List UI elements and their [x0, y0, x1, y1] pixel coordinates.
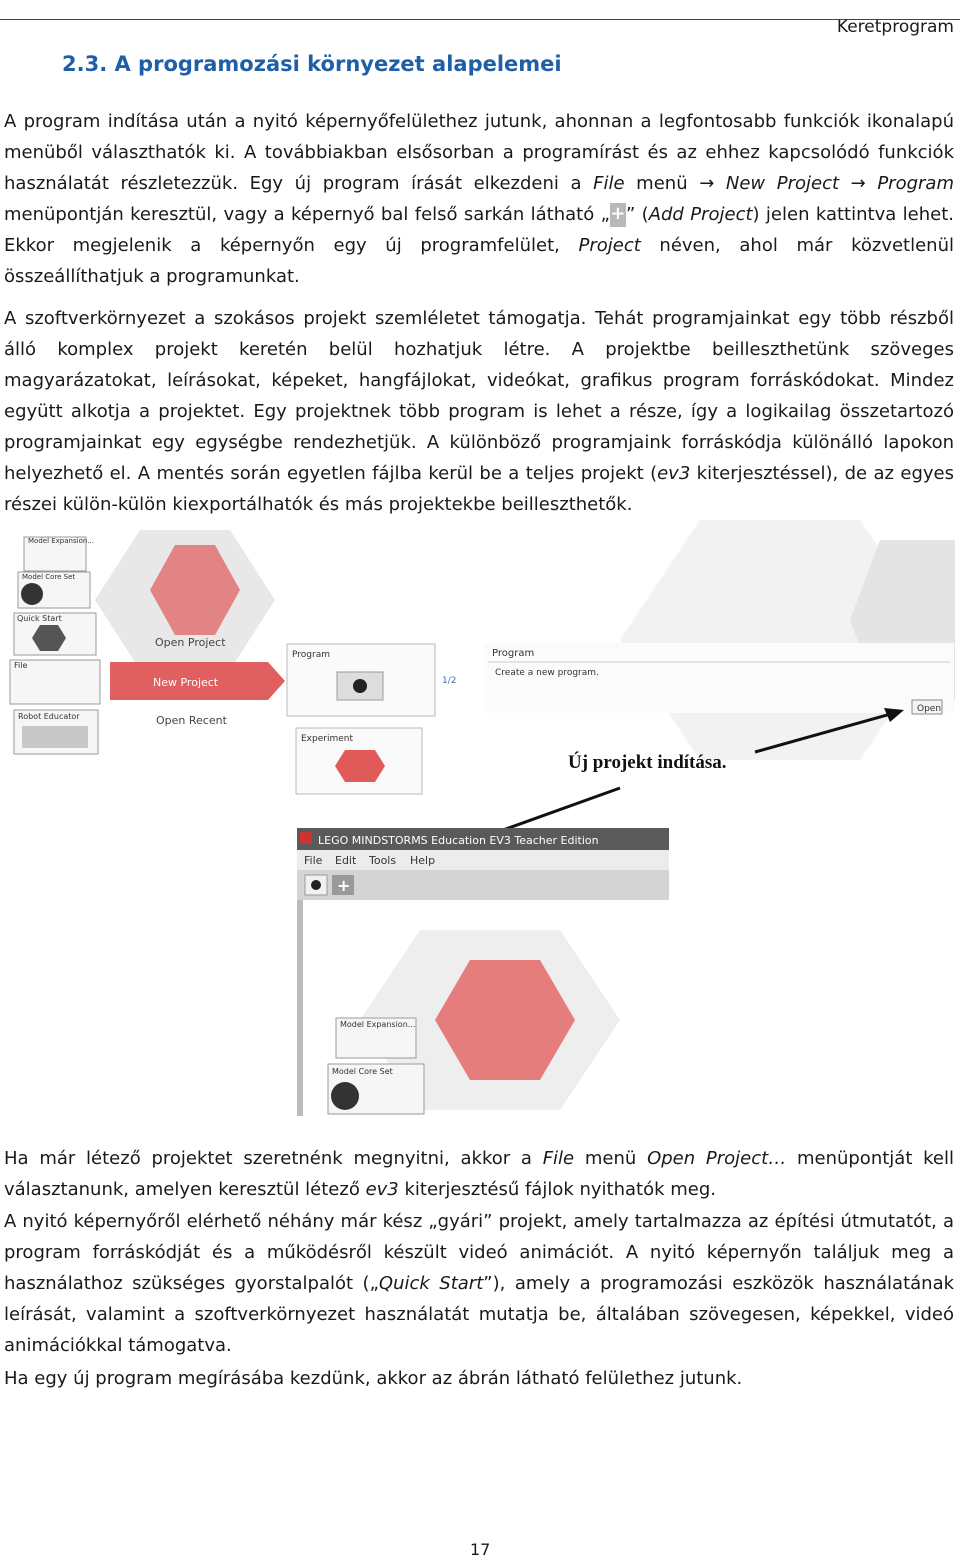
- arrowhead-icon: [884, 708, 904, 722]
- menu-open-recent[interactable]: Open Recent: [156, 714, 227, 727]
- pager[interactable]: 1/2: [442, 676, 457, 686]
- gear-icon: [331, 1082, 359, 1110]
- paragraph-5: Ha egy új program megírásába kezdünk, akkor az ábrán látható felülethez jutunk.: [4, 1368, 743, 1389]
- program-tile-label: Program: [292, 650, 330, 660]
- menu-help[interactable]: Help: [410, 854, 436, 867]
- tile-label: Robot Educator: [18, 712, 80, 721]
- header-rule: [0, 17, 960, 37]
- open-button-label: Open: [917, 704, 942, 714]
- tile-label: Model Expansion...: [340, 1020, 416, 1029]
- tile-label: Quick Start: [17, 614, 62, 623]
- robot-icon: [22, 726, 88, 748]
- page-number: 17: [470, 1540, 491, 1559]
- brick-button-icon: [353, 679, 367, 693]
- menu-edit[interactable]: Edit: [335, 854, 357, 867]
- tile-label: Model Expansion...: [28, 537, 94, 545]
- gear-icon: [21, 583, 43, 605]
- experiment-tile-label: Experiment: [301, 734, 354, 744]
- menu-file[interactable]: File: [304, 854, 323, 867]
- figure-caption: Új projekt indítása.: [568, 752, 727, 773]
- tile-label: Model Core Set: [332, 1067, 393, 1076]
- screenshot-figure: [0, 520, 960, 1120]
- section-title: 2.3. A programozási környezet alapelemei: [62, 52, 562, 76]
- experiment-icon: [335, 750, 385, 782]
- paragraph-3: Ha már létező projektet szeretnénk megnyitni, akkor a File menü Open Project… menüpontját kell választanunk, amelyen keresztül létező ev3 kiterjesztésű fájlok nyithatók meg.: [4, 1148, 954, 1200]
- window-title: LEGO MINDSTORMS Education EV3 Teacher Edition: [318, 834, 599, 847]
- paragraph-2: A szoftverkörnyezet a szokásos projekt szemléletet támogatja. Tehát programjainkat egy több részből álló komplex projekt keretén belül hozhatjuk létre. A projektbe beilleszthetünk szöveges magyarázatokat, leírásokat, képeket, hangfájlokat, videókat, grafikus program forráskódokat. Mindez együtt alkotja a projektet. Egy projektnek több program is lehet a része, így a logikailag összetartozó programjainkat egy egységbe rendezhetjük. A különböző programjaink forráskódja különálló lapokon helyezhető el. A mentés során egyetlen fájlba kerül be a teljes projekt (ev3 kiterjesztéssel), de az egyes részei külön-külön kiexportálhatók és más projektekbe beilleszthetők.: [4, 308, 954, 515]
- app-logo-icon: [300, 832, 312, 844]
- tile-column: [10, 537, 100, 754]
- brick-button-icon: [311, 880, 321, 890]
- paragraph-4: A nyitó képernyőről elérhető néhány már kész „gyári” projekt, amely tartalmazza az építési útmutatót, a program forráskódját és a működésről készült videó animációt. A nyitó képernyőn találjuk meg a használathoz szükséges gyorstalpalót („Quick Start”), amely a programozási eszközök használatának leírását, valamint a szoftverkörnyezet használatát mutatja be, általában szövegesen, képekkel, videó animációkkal támogatva.: [4, 1211, 955, 1356]
- add-project-plus-icon: +: [610, 203, 626, 227]
- program-panel: [484, 643, 954, 713]
- tile-label: Model Core Set: [22, 573, 76, 581]
- menu-tools[interactable]: Tools: [369, 854, 397, 867]
- paragraph-1: A program indítása után a nyitó képernyőfelülethez jutunk, ahonnan a legfontosabb funkciók ikonalapú menüből választhatók ki. A továbbiakban elsősorban a programírást és az ehhez kapcsolódó funkciók használatát részletezzük. Egy új program írását elkezdeni a File menü → New Project → Program menüpontján keresztül, vagy a képernyő bal felső sarkán látható „+” (Add Project) jelen kattintva lehet. Ekkor megjelenik a képernyőn egy új programfelület, Project néven, ahol már közvetlenül összeállíthatjuk a programunkat.: [4, 111, 954, 287]
- panel-title: Program: [492, 648, 535, 659]
- running-header: Keretprogram: [836, 17, 954, 37]
- tile-label: File: [14, 661, 28, 670]
- menu-new-project[interactable]: New Project: [153, 676, 219, 689]
- window-left-border: [297, 900, 303, 1116]
- menu-open-project[interactable]: Open Project: [155, 636, 226, 649]
- plus-icon: +: [337, 876, 351, 895]
- panel-description: Create a new program.: [495, 668, 599, 678]
